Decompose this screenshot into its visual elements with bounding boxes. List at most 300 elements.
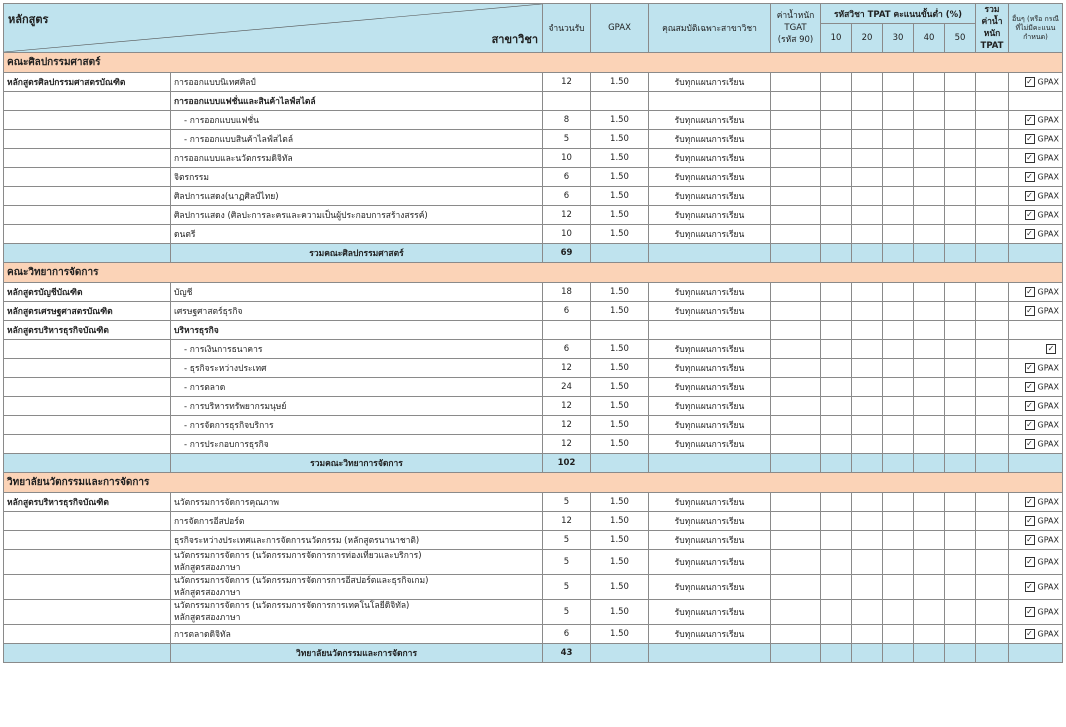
major-name	[171, 206, 543, 225]
gpax-value: 1.50	[591, 302, 649, 321]
tpat-score-cell	[821, 625, 852, 644]
tpat-score-cell	[945, 206, 976, 225]
tpat-total-value	[976, 493, 1009, 512]
major-sublabel: หลักสูตรสองภาษา	[174, 588, 241, 598]
seats-value: 6	[543, 302, 591, 321]
program-name	[4, 531, 171, 550]
subtotal-empty	[883, 644, 914, 663]
subtotal-empty	[976, 244, 1009, 263]
tgat-weight-value	[771, 416, 821, 435]
major-label: ศิลปการแสดง (ศิลปะการละครและความเป็นผู้ประกอบการสร้างสรรค์)	[174, 211, 428, 221]
gpax-value: 1.50	[591, 531, 649, 550]
tpat-score-cell	[852, 321, 883, 340]
tpat-score-cell	[883, 321, 914, 340]
gpax-value: 1.50	[591, 416, 649, 435]
subtotal-blank	[4, 454, 171, 473]
tpat-score-cell	[883, 225, 914, 244]
other-criteria-cell	[1009, 600, 1063, 625]
tpat-score-cell	[883, 575, 914, 600]
checkbox-checked-icon: ✓	[1026, 496, 1033, 506]
tpat-score-cell	[821, 416, 852, 435]
tpat-total-value	[976, 531, 1009, 550]
tgat-weight-value	[771, 397, 821, 416]
tpat-score-cell	[852, 625, 883, 644]
subtotal-label: รวมคณะวิทยาการจัดการ	[171, 454, 543, 473]
tpat-score-cell	[883, 550, 914, 575]
other-criteria-cell	[1009, 359, 1063, 378]
other-criteria-cell	[1009, 378, 1063, 397]
major-label: นวัตกรรมการจัดการ (นวัตกรรมการจัดการการอีสปอร์ตและธุรกิจเกม)	[174, 576, 429, 586]
gpax-value: 1.50	[591, 435, 649, 454]
major-name	[171, 187, 543, 206]
checkbox-checked-icon: ✓	[1026, 209, 1033, 219]
seats-value	[543, 92, 591, 111]
checkbox-checked-icon: ✓	[1026, 305, 1033, 315]
tpat-score-cell	[914, 359, 945, 378]
tpat-score-cell	[821, 130, 852, 149]
tpat-total-value	[976, 435, 1009, 454]
seats-value: 10	[543, 225, 591, 244]
tpat-total-value	[976, 600, 1009, 625]
tpat-score-cell	[883, 416, 914, 435]
subtotal-label: วิทยาลัยนวัตกรรมและการจัดการ	[171, 644, 543, 663]
tpat-score-cell	[945, 168, 976, 187]
tpat-score-cell	[914, 225, 945, 244]
header-seats: จำนวนรับ	[543, 4, 591, 53]
seats-value: 12	[543, 435, 591, 454]
table-body	[4, 53, 1063, 663]
other-criteria-cell	[1009, 321, 1063, 340]
tpat-score-cell	[945, 149, 976, 168]
tpat-total-value	[976, 512, 1009, 531]
seats-value: 5	[543, 493, 591, 512]
seats-value: 12	[543, 397, 591, 416]
seats-value: 24	[543, 378, 591, 397]
checkbox-checked-icon: ✓	[1026, 152, 1033, 162]
program-name	[4, 550, 171, 575]
major-label: จิตรกรรม	[174, 173, 209, 183]
tpat-total-value	[976, 321, 1009, 340]
major-name	[171, 92, 543, 111]
program-name: หลักสูตรบัญชีบัณฑิต	[4, 283, 171, 302]
tpat-score-cell	[883, 493, 914, 512]
tpat-score-cell	[883, 168, 914, 187]
subtotal-empty	[945, 644, 976, 663]
subtotal-value: 43	[543, 644, 591, 663]
subtotal-empty	[821, 644, 852, 663]
subtotal-empty	[945, 244, 976, 263]
tpat-score-cell	[883, 625, 914, 644]
major-label: เศรษฐศาสตร์ธุรกิจ	[174, 307, 243, 317]
subtotal-empty	[852, 244, 883, 263]
program-name	[4, 512, 171, 531]
subtotal-empty	[771, 244, 821, 263]
checkbox-checked-icon: ✓	[1026, 628, 1033, 638]
major-name	[171, 321, 543, 340]
other-criteria-label: GPAX	[1037, 516, 1059, 526]
major-label: - การออกแบบสินค้าไลฟ์สไตล์	[184, 135, 294, 145]
major-name	[171, 531, 543, 550]
seats-value: 18	[543, 283, 591, 302]
tpat-score-cell	[945, 283, 976, 302]
tpat-score-cell	[852, 531, 883, 550]
tpat-score-cell	[883, 283, 914, 302]
gpax-value: 1.50	[591, 600, 649, 625]
tpat-score-cell	[883, 340, 914, 359]
tpat-score-cell	[945, 111, 976, 130]
gpax-value: 1.50	[591, 512, 649, 531]
tpat-score-cell	[852, 283, 883, 302]
qualification-value: รับทุกแผนการเรียน	[649, 168, 771, 187]
subtotal-empty	[852, 644, 883, 663]
subtotal-empty	[945, 454, 976, 473]
tpat-score-cell	[852, 111, 883, 130]
header-diagonal-line	[4, 4, 542, 52]
major-label: - การประกอบการธุรกิจ	[184, 440, 269, 450]
major-label: นวัตกรรมการจัดการคุณภาพ	[174, 498, 280, 508]
subtotal-row	[4, 644, 1063, 663]
program-name	[4, 206, 171, 225]
seats-value: 5	[543, 550, 591, 575]
gpax-value: 1.50	[591, 359, 649, 378]
tpat-score-cell	[945, 531, 976, 550]
other-criteria-label: GPAX	[1037, 287, 1059, 297]
table-row	[4, 531, 1063, 550]
subtotal-empty	[591, 644, 649, 663]
checkbox-checked-icon: ✓	[1026, 556, 1033, 566]
checkbox-checked-icon: ✓	[1026, 114, 1033, 124]
tpat-score-cell	[852, 187, 883, 206]
seats-value: 6	[543, 187, 591, 206]
tgat-weight-value	[771, 321, 821, 340]
header-tpat-code: 30	[883, 24, 914, 53]
other-criteria-cell	[1009, 340, 1063, 359]
other-criteria-label: GPAX	[1037, 607, 1059, 617]
subtotal-empty	[771, 454, 821, 473]
faculty-row	[4, 473, 1063, 493]
subtotal-empty	[649, 644, 771, 663]
subtotal-empty	[883, 244, 914, 263]
major-label: - การจัดการธุรกิจบริการ	[184, 421, 274, 431]
seats-value: 5	[543, 600, 591, 625]
program-name	[4, 416, 171, 435]
tpat-score-cell	[821, 302, 852, 321]
tgat-weight-value	[771, 149, 821, 168]
tpat-score-cell	[945, 600, 976, 625]
tpat-score-cell	[852, 149, 883, 168]
tpat-total-value	[976, 283, 1009, 302]
tpat-score-cell	[945, 225, 976, 244]
table-row	[4, 130, 1063, 149]
other-criteria-cell	[1009, 111, 1063, 130]
tpat-score-cell	[945, 340, 976, 359]
qualification-value: รับทุกแผนการเรียน	[649, 531, 771, 550]
major-label: บริหารธุรกิจ	[174, 326, 219, 336]
admission-table	[3, 3, 1063, 663]
major-name	[171, 283, 543, 302]
other-criteria-label: GPAX	[1037, 582, 1059, 592]
tpat-score-cell	[821, 600, 852, 625]
tpat-score-cell	[945, 378, 976, 397]
checkbox-checked-icon: ✓	[1026, 228, 1033, 238]
table-row	[4, 73, 1063, 92]
major-name	[171, 600, 543, 625]
tpat-score-cell	[821, 168, 852, 187]
table-row	[4, 111, 1063, 130]
major-label: - ธุรกิจระหว่างประเทศ	[184, 364, 267, 374]
gpax-value: 1.50	[591, 111, 649, 130]
subtotal-empty	[1009, 454, 1063, 473]
tgat-weight-value	[771, 493, 821, 512]
program-name	[4, 111, 171, 130]
tpat-score-cell	[914, 283, 945, 302]
table-row	[4, 168, 1063, 187]
table-row	[4, 187, 1063, 206]
program-name	[4, 359, 171, 378]
major-name	[171, 397, 543, 416]
other-criteria-label: GPAX	[1037, 401, 1059, 411]
tpat-score-cell	[852, 575, 883, 600]
major-name	[171, 378, 543, 397]
tpat-score-cell	[883, 187, 914, 206]
tpat-score-cell	[945, 92, 976, 111]
other-criteria-cell	[1009, 512, 1063, 531]
tpat-score-cell	[883, 92, 914, 111]
other-criteria-cell	[1009, 493, 1063, 512]
faculty-row	[4, 263, 1063, 283]
tpat-score-cell	[914, 73, 945, 92]
faculty-name: คณะศิลปกรรมศาสตร์	[4, 53, 1063, 73]
tpat-score-cell	[945, 625, 976, 644]
subtotal-empty	[591, 244, 649, 263]
other-criteria-cell	[1009, 575, 1063, 600]
subtotal-empty	[914, 644, 945, 663]
other-criteria-cell	[1009, 73, 1063, 92]
seats-value: 5	[543, 575, 591, 600]
subtotal-empty	[1009, 644, 1063, 663]
qualification-value	[649, 92, 771, 111]
gpax-value: 1.50	[591, 493, 649, 512]
qualification-value: รับทุกแผนการเรียน	[649, 149, 771, 168]
qualification-value: รับทุกแผนการเรียน	[649, 225, 771, 244]
tpat-score-cell	[914, 340, 945, 359]
checkbox-checked-icon: ✓	[1047, 343, 1055, 353]
other-criteria-cell	[1009, 283, 1063, 302]
other-criteria-label: GPAX	[1037, 306, 1059, 316]
tpat-score-cell	[914, 600, 945, 625]
header-tpat-code: 40	[914, 24, 945, 53]
major-label: ดนตรี	[174, 230, 196, 240]
other-criteria-cell	[1009, 149, 1063, 168]
header-tpat-code: 10	[821, 24, 852, 53]
gpax-value: 1.50	[591, 225, 649, 244]
tpat-score-cell	[914, 149, 945, 168]
other-criteria-label: GPAX	[1037, 629, 1059, 639]
major-label: - การบริหารทรัพยากรมนุษย์	[184, 402, 287, 412]
table-row	[4, 359, 1063, 378]
other-criteria-label: GPAX	[1037, 557, 1059, 567]
subtotal-empty	[771, 644, 821, 663]
checkbox-checked-icon: ✓	[1026, 381, 1033, 391]
checkbox-checked-icon: ✓	[1026, 76, 1033, 86]
major-name	[171, 73, 543, 92]
tgat-weight-value	[771, 550, 821, 575]
program-name	[4, 397, 171, 416]
subtotal-empty	[591, 454, 649, 473]
checkbox-checked-icon: ✓	[1026, 419, 1033, 429]
gpax-value: 1.50	[591, 73, 649, 92]
major-name	[171, 340, 543, 359]
other-criteria-label: GPAX	[1037, 229, 1059, 239]
tpat-score-cell	[883, 206, 914, 225]
faculty-name: วิทยาลัยนวัตกรรมและการจัดการ	[4, 473, 1063, 493]
tpat-score-cell	[821, 149, 852, 168]
subtotal-empty	[821, 244, 852, 263]
other-criteria-cell	[1009, 130, 1063, 149]
tpat-score-cell	[852, 130, 883, 149]
major-name	[171, 435, 543, 454]
tgat-weight-value	[771, 531, 821, 550]
tpat-score-cell	[914, 531, 945, 550]
table-row	[4, 206, 1063, 225]
tgat-weight-value	[771, 302, 821, 321]
program-name	[4, 340, 171, 359]
tpat-score-cell	[914, 397, 945, 416]
tpat-score-cell	[821, 187, 852, 206]
gpax-value: 1.50	[591, 283, 649, 302]
qualification-value	[649, 321, 771, 340]
tpat-score-cell	[883, 359, 914, 378]
tpat-score-cell	[852, 225, 883, 244]
tpat-score-cell	[852, 340, 883, 359]
tgat-weight-value	[771, 283, 821, 302]
qualification-value: รับทุกแผนการเรียน	[649, 600, 771, 625]
tpat-score-cell	[883, 435, 914, 454]
other-criteria-label: GPAX	[1037, 363, 1059, 373]
tpat-score-cell	[883, 531, 914, 550]
tpat-total-value	[976, 302, 1009, 321]
other-criteria-label: GPAX	[1037, 191, 1059, 201]
tpat-score-cell	[852, 378, 883, 397]
table-row	[4, 625, 1063, 644]
major-label: - การเงินการธนาคาร	[184, 345, 263, 355]
header-program-major	[4, 4, 543, 53]
major-name	[171, 149, 543, 168]
header-gpax: GPAX	[591, 4, 649, 53]
seats-value: 12	[543, 73, 591, 92]
tpat-total-value	[976, 130, 1009, 149]
program-name: หลักสูตรศิลปกรรมศาสตรบัณฑิต	[4, 73, 171, 92]
tgat-weight-value	[771, 187, 821, 206]
seats-value: 12	[543, 359, 591, 378]
gpax-value: 1.50	[591, 575, 649, 600]
tpat-score-cell	[945, 359, 976, 378]
other-criteria-cell	[1009, 435, 1063, 454]
seats-value: 10	[543, 149, 591, 168]
major-name	[171, 550, 543, 575]
other-criteria-label: GPAX	[1037, 134, 1059, 144]
faculty-name: คณะวิทยาการจัดการ	[4, 263, 1063, 283]
qualification-value: รับทุกแผนการเรียน	[649, 625, 771, 644]
subtotal-empty	[1009, 244, 1063, 263]
tpat-total-value	[976, 225, 1009, 244]
gpax-value: 1.50	[591, 168, 649, 187]
qualification-value: รับทุกแผนการเรียน	[649, 493, 771, 512]
subtotal-blank	[4, 644, 171, 663]
tpat-score-cell	[914, 130, 945, 149]
subtotal-empty	[883, 454, 914, 473]
subtotal-empty	[914, 244, 945, 263]
tpat-score-cell	[821, 321, 852, 340]
table-row	[4, 575, 1063, 600]
tpat-score-cell	[852, 416, 883, 435]
other-criteria-cell	[1009, 397, 1063, 416]
tgat-weight-value	[771, 359, 821, 378]
table-row	[4, 397, 1063, 416]
tpat-score-cell	[821, 92, 852, 111]
other-criteria-label: GPAX	[1037, 535, 1059, 545]
tpat-score-cell	[852, 493, 883, 512]
qualification-value: รับทุกแผนการเรียน	[649, 397, 771, 416]
major-name	[171, 111, 543, 130]
tpat-score-cell	[945, 493, 976, 512]
major-name	[171, 493, 543, 512]
major-label: การออกแบบแฟชั่นและสินค้าไลฟ์สไตล์	[174, 97, 316, 107]
tpat-score-cell	[821, 512, 852, 531]
program-name	[4, 575, 171, 600]
seats-value: 6	[543, 168, 591, 187]
program-name	[4, 130, 171, 149]
header-tgat-weight: ค่าน้ำหนัก TGAT (รหัส 90)	[771, 4, 821, 53]
seats-value: 12	[543, 416, 591, 435]
table-row	[4, 149, 1063, 168]
tgat-weight-value	[771, 340, 821, 359]
qualification-value: รับทุกแผนการเรียน	[649, 206, 771, 225]
major-name	[171, 168, 543, 187]
tpat-score-cell	[883, 378, 914, 397]
gpax-value: 1.50	[591, 397, 649, 416]
tpat-total-value	[976, 550, 1009, 575]
header-tpat-code: 20	[852, 24, 883, 53]
tpat-score-cell	[914, 416, 945, 435]
qualification-value: รับทุกแผนการเรียน	[649, 111, 771, 130]
major-label: การตลาดดิจิทัล	[174, 630, 231, 640]
qualification-value: รับทุกแผนการเรียน	[649, 378, 771, 397]
subtotal-value: 69	[543, 244, 591, 263]
header-tpat-code: 50	[945, 24, 976, 53]
major-name	[171, 625, 543, 644]
tpat-score-cell	[821, 73, 852, 92]
tpat-score-cell	[883, 397, 914, 416]
tgat-weight-value	[771, 575, 821, 600]
other-criteria-label: GPAX	[1037, 77, 1059, 87]
header-program: หลักสูตร	[8, 13, 49, 26]
tpat-score-cell	[852, 397, 883, 416]
program-name	[4, 435, 171, 454]
tgat-weight-value	[771, 625, 821, 644]
tpat-score-cell	[945, 130, 976, 149]
checkbox-checked-icon: ✓	[1026, 400, 1033, 410]
tpat-total-value	[976, 416, 1009, 435]
header-other: อื่นๆ (หรือ กรณีที่ไม่มีคะแนน กำหนด)	[1009, 4, 1063, 53]
major-name	[171, 359, 543, 378]
header-qualification: คุณสมบัติเฉพาะสาขาวิชา	[649, 4, 771, 53]
tpat-total-value	[976, 397, 1009, 416]
tpat-score-cell	[821, 111, 852, 130]
tgat-weight-value	[771, 512, 821, 531]
seats-value: 5	[543, 130, 591, 149]
table-row	[4, 340, 1063, 359]
